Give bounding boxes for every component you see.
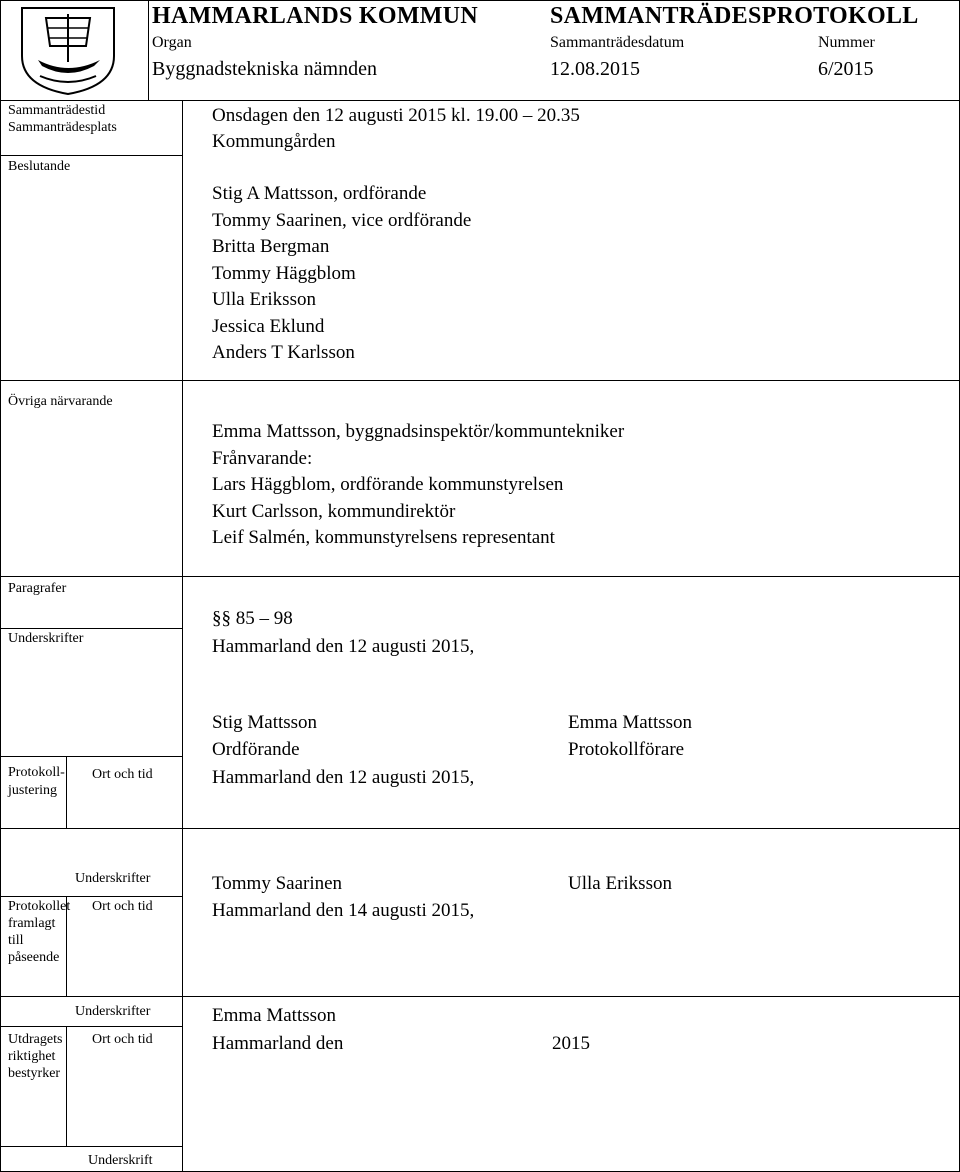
list-item: Anders T Karlsson [212, 342, 355, 363]
document-type: SAMMANTRÄDESPROTOKOLL [550, 3, 919, 29]
date-label: Sammanträdesdatum [550, 34, 685, 51]
signatures-place-date: Hammarland den 12 augusti 2015, [212, 636, 475, 657]
secretary-name: Emma Mattsson [568, 712, 693, 733]
posted-label-line: framlagt [8, 916, 56, 931]
others-present-label: Övriga närvarande [8, 394, 113, 409]
chair-role: Ordförande [212, 739, 300, 760]
adjustment-label-line2: justering [8, 783, 57, 798]
meeting-place-label: Sammanträdesplats [8, 120, 117, 135]
municipal-coat-of-arms [16, 4, 120, 96]
adjustment-signer-1: Tommy Saarinen [212, 873, 343, 894]
number-label: Nummer [818, 34, 875, 51]
secretary-role: Protokollförare [568, 739, 685, 760]
list-item: Stig A Mattsson, ordförande [212, 183, 427, 204]
adjustment-label-line1: Protokoll- [8, 765, 65, 780]
list-item: Ulla Eriksson [212, 289, 316, 310]
posted-signers-label: Underskrifter [75, 1004, 151, 1019]
posted-label-line: påseende [8, 950, 60, 965]
meeting-time: Onsdagen den 12 augusti 2015 kl. 19.00 – 20.35 [212, 105, 580, 126]
extract-place-date: Hammarland den [212, 1033, 344, 1054]
others-present-list [212, 419, 624, 552]
adjustment-place-date: Hammarland den 12 augusti 2015, [212, 767, 475, 788]
extract-year: 2015 [552, 1033, 590, 1054]
extract-label [8, 1031, 62, 1082]
list-item: Jessica Eklund [212, 315, 325, 337]
chair-name: Stig Mattsson [212, 712, 318, 733]
posted-label [8, 898, 70, 966]
list-item: Britta Bergman [212, 236, 330, 257]
extract-label-line: riktighet [8, 1049, 56, 1064]
paragraphs-value: §§ 85 – 98 [212, 608, 293, 629]
signatures-label: Underskrifter [8, 631, 84, 646]
decision-makers-label: Beslutande [8, 159, 71, 174]
decision-makers-list [212, 181, 471, 367]
list-item: Leif Salmén, kommunstyrelsens representant [212, 527, 555, 548]
number-value: 6/2015 [818, 58, 874, 80]
posted-signer: Emma Mattsson [212, 1005, 337, 1026]
organ-value: Byggnadstekniska nämnden [152, 58, 377, 80]
list-item: Tommy Häggblom [212, 262, 356, 284]
meeting-time-label: Sammanträdestid [8, 103, 106, 118]
posted-label-line: Protokollet [8, 899, 71, 914]
extract-signature-label: Underskrift [88, 1153, 153, 1168]
list-item: Tommy Saarinen, vice ordförande [212, 209, 472, 231]
posted-place-time-label: Ort och tid [92, 899, 153, 914]
adjustment-signers-label: Underskrifter [75, 871, 151, 886]
list-item: Emma Mattsson, byggnadsinspektör/kommuntekniker [212, 421, 625, 442]
list-item: Frånvarande: [212, 447, 313, 469]
municipality-name: HAMMARLANDS KOMMUN [152, 3, 479, 29]
extract-label-line: bestyrker [8, 1066, 61, 1081]
organ-label: Organ [152, 34, 192, 51]
meeting-place: Kommungården [212, 131, 336, 152]
date-value: 12.08.2015 [550, 58, 640, 80]
posted-place-date: Hammarland den 14 augusti 2015, [212, 900, 475, 921]
extract-label-line: Utdragets [8, 1032, 63, 1047]
list-item: Kurt Carlsson, kommundirektör [212, 500, 456, 522]
posted-label-line: till [8, 933, 24, 948]
adjustment-signer-2: Ulla Eriksson [568, 873, 672, 894]
extract-place-time-label: Ort och tid [92, 1032, 153, 1047]
list-item: Lars Häggblom, ordförande kommunstyrelsen [212, 474, 564, 495]
adjustment-place-time-label: Ort och tid [92, 767, 153, 782]
paragraphs-label: Paragrafer [8, 581, 67, 596]
